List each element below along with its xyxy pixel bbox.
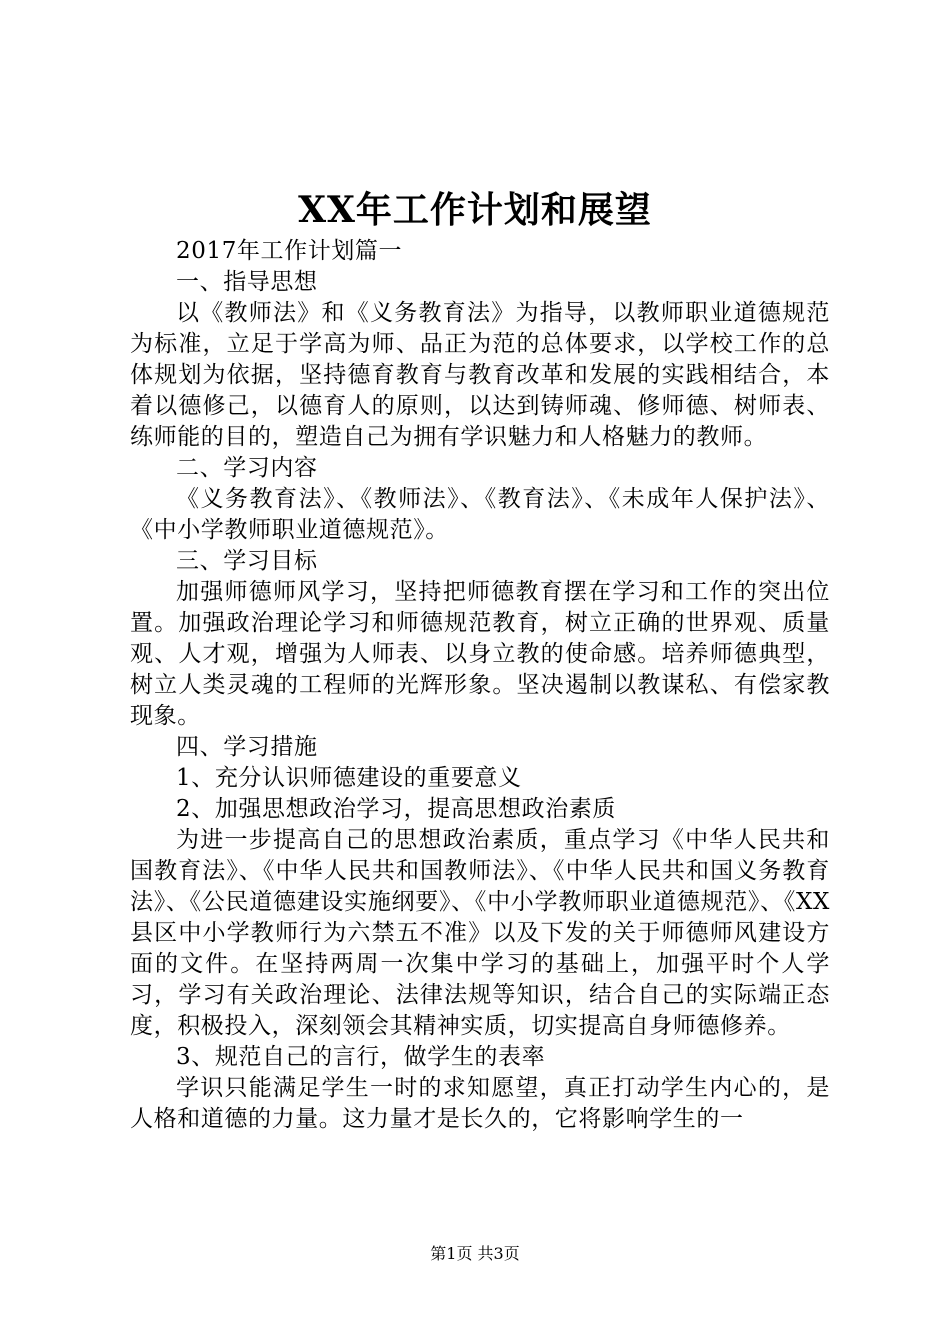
section-heading-study-content: 二、学习内容 — [176, 455, 318, 481]
paragraph-measure-2: 为进一步提高自己的思想政治素质，重点学习《中华人民共和国教育法》、《中华人民共和国教师法》、《中华人民共和国义务教育法》、《公民道德建设实施纲要》、《中小学教师职业道德规范》、《XX县区中小学教师行为六禁五不准》以及下发的关于师德师风建设方面的文件。在坚持两周一次集中学习的基础上，加强平时个人学习，学习有关政治理论、法律法规等知识，结合自己的实际端正态度，积极投入，深刻领会其精神实质，切实提高自身师德修养。 — [130, 827, 830, 1039]
paragraph-measure-3: 学识只能满足学生一时的求知愿望，真正打动学生内心的，是人格和道德的力量。这力量才是长久的，它将影响学生的一 — [130, 1075, 830, 1132]
paragraph-study-content: 《义务教育法》、《教师法》、《教育法》、《未成年人保护法》、《中小学教师职业道德规范》。 — [130, 486, 830, 543]
paragraph-study-goals: 加强师德师风学习，坚持把师德教育摆在学习和工作的突出位置。加强政治理论学习和师德规范教育，树立正确的世界观、质量观、人才观，增强为人师表、以身立教的使命感。培养师德典型，树立人类灵魂的工程师的光辉形象。坚决遏制以教谋私、有偿家教现象。 — [130, 579, 830, 729]
section-heading-study-goals: 三、学习目标 — [176, 548, 318, 574]
list-item-measure-3: 3、规范自己的言行，做学生的表率 — [176, 1044, 546, 1070]
list-item-measure-1: 1、充分认识师德建设的重要意义 — [176, 765, 522, 791]
paragraph-heading-plan: 2017年工作计划篇一 — [176, 238, 403, 264]
page-footer: 第1页 共3页 — [430, 1244, 520, 1263]
document-body — [130, 236, 830, 1135]
document-title: XX年工作计划和展望 — [298, 189, 652, 231]
section-heading-study-measures: 四、学习措施 — [176, 734, 318, 760]
list-item-measure-2: 2、加强思想政治学习，提高思想政治素质 — [176, 796, 617, 822]
section-heading-guiding-ideology: 一、指导思想 — [176, 269, 318, 295]
paragraph-guiding-ideology: 以《教师法》和《义务教育法》为指导，以教师职业道德规范为标准，立足于学高为师、品正为范的总体要求，以学校工作的总体规划为依据，坚持德育教育与教育改革和发展的实践相结合，本着以德修己，以德育人的原则，以达到铸师魂、修师德、树师表、练师能的目的，塑造自己为拥有学识魅力和人格魅力的教师。 — [130, 300, 830, 450]
